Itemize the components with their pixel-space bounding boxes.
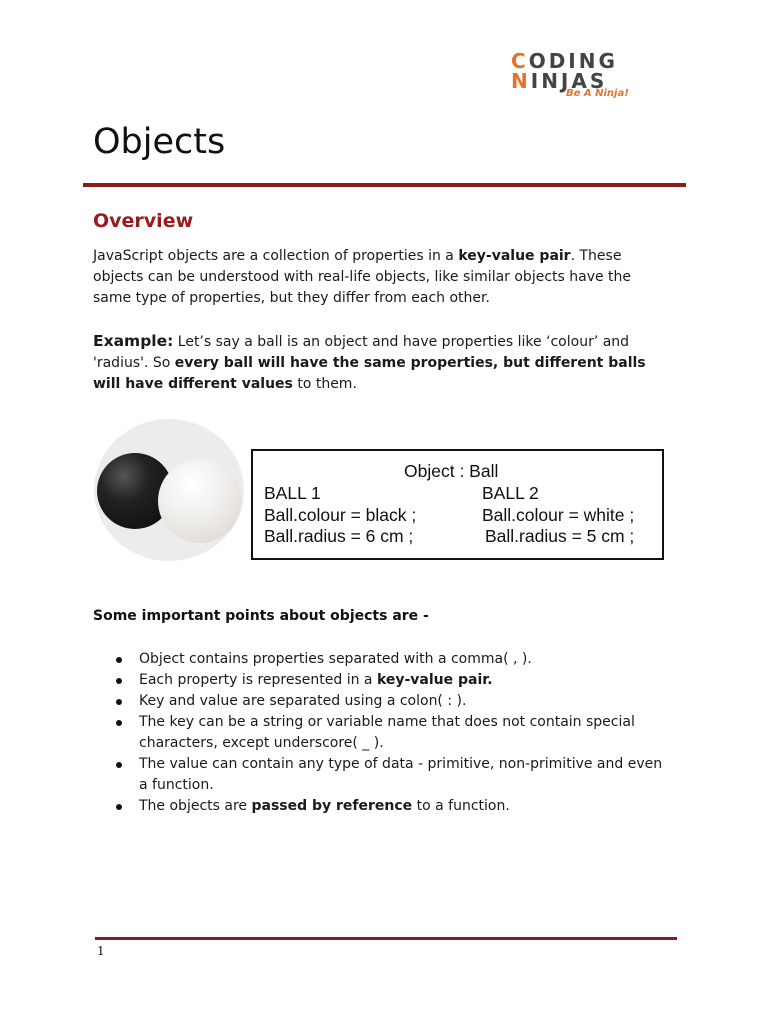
ball1-radius: Ball.radius = 6 cm ; bbox=[264, 526, 414, 546]
logo-wordmark-bottom: NINJAS bbox=[511, 69, 608, 93]
list-item: The objects are passed by reference to a function. bbox=[93, 796, 673, 817]
logo-wordmark-top: CODING bbox=[511, 49, 618, 73]
overview-paragraph: JavaScript objects are a collection of properties in a key-value pair. These objects can be understood with real-life objects, like similar objects have the same type of properties, but they differ from each other. bbox=[93, 248, 632, 306]
page-title: Objects bbox=[93, 122, 226, 162]
bullet-icon bbox=[116, 720, 122, 726]
list-item: Key and value are separated using a colon( : ). bbox=[93, 691, 673, 712]
example-label: Example: bbox=[93, 332, 174, 350]
bullet-icon bbox=[116, 804, 122, 810]
list-item: Object contains properties separated with a comma( , ). bbox=[93, 649, 673, 670]
bullet-icon bbox=[116, 678, 122, 684]
list-item: Each property is represented in a key-value pair. bbox=[93, 670, 673, 691]
bullet-icon bbox=[116, 657, 122, 663]
title-divider bbox=[83, 183, 686, 187]
list-item: The value can contain any type of data - primitive, non-primitive and even a function. bbox=[93, 754, 673, 796]
ball2-colour: Ball.colour = white ; bbox=[482, 505, 635, 525]
ball1-colour: Ball.colour = black ; bbox=[264, 505, 417, 525]
list-item: The key can be a string or variable name that does not contain special characters, except underscore( _ ). bbox=[93, 712, 673, 754]
bullet-icon bbox=[116, 762, 122, 768]
ball2-radius: Ball.radius = 5 cm ; bbox=[485, 526, 635, 546]
ball1-label: BALL 1 bbox=[264, 483, 321, 503]
object-box-title: Object : Ball bbox=[404, 461, 499, 481]
section-heading-overview: Overview bbox=[93, 210, 194, 232]
logo-tagline: Be A Ninja! bbox=[566, 88, 629, 99]
points-list bbox=[93, 649, 673, 817]
balls-image bbox=[94, 419, 244, 561]
page-number: 1 bbox=[97, 944, 105, 958]
object-ball-diagram bbox=[251, 449, 664, 560]
coding-ninjas-logo bbox=[511, 50, 631, 102]
white-ball bbox=[158, 459, 242, 543]
ball2-label: BALL 2 bbox=[482, 483, 539, 503]
example-paragraph: Example: Let’s say a ball is an object and have properties like ‘colour’ and 'radius'. So every ball will have the same properties, but different balls will have different values to them. bbox=[93, 332, 646, 392]
footer-divider bbox=[95, 937, 677, 940]
points-heading: Some important points about objects are - bbox=[93, 608, 429, 624]
bullet-icon bbox=[116, 699, 122, 705]
